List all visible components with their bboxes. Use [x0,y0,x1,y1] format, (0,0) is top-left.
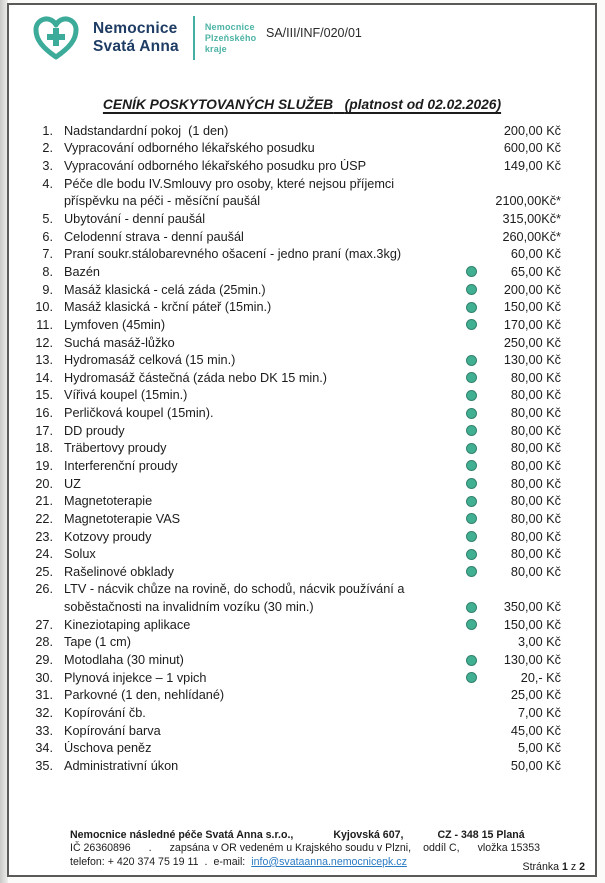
item-label: Solux [64,547,96,562]
item-price: 80,00 Kč [510,388,561,403]
document-page [7,3,597,877]
price-list-row [9,563,595,581]
item-label: Kineziotaping aplikace [64,617,191,632]
price-list-row [9,528,595,546]
teal-dot-marker [461,302,481,313]
teal-dot-marker [461,443,481,454]
item-label: Vířivá koupel (15min.) [64,388,188,403]
item-label: UZ [64,476,81,491]
item-number: 21. [35,494,53,509]
item-label: Interferenční proudy [64,458,178,473]
item-label: Magnetoterapie VAS [64,511,181,526]
item-price: 250,00 Kč [503,335,561,350]
item-price: 130,00 Kč [503,653,561,668]
teal-dot-marker [461,531,481,542]
item-price: 350,00 Kč [503,600,561,615]
dot-icon [466,513,477,524]
footer [70,829,540,869]
item-number: 10. [35,300,53,315]
item-number: 28. [35,635,53,650]
price-list-row [9,722,595,740]
item-price: 170,00 Kč [503,317,561,332]
item-number: 7. [42,247,53,262]
dot-icon [466,602,477,613]
registry-section: oddíl C, [423,842,460,855]
price-list-row [9,510,595,528]
price-list-row [9,334,595,352]
item-number: 34. [35,741,53,756]
dot-icon [466,355,477,366]
price-list-row [9,245,595,263]
item-label: Parkovné (1 den, nehlídané) [64,688,225,703]
item-price: 80,00 Kč [510,564,561,579]
dot-icon [466,408,477,419]
document-number: SA/III/INF/020/01 [266,26,362,40]
price-list-row [9,669,595,687]
item-number: 5. [42,212,53,227]
item-label: Magnetoterapie [64,494,153,509]
item-label: Praní soukr.stálobarevného ošacení - jedno praní (max.3kg) [64,247,402,262]
item-label: Träbertovy proudy [64,441,167,456]
dot-icon [466,425,477,436]
item-label: Rašelinové obklady [64,564,175,579]
price-list-row [9,404,595,422]
item-number: 25. [35,564,53,579]
price-list-row [9,193,595,211]
teal-dot-marker [461,408,481,419]
price-list-row [9,581,595,599]
price-list-row [9,157,595,175]
item-label: soběstačnosti na invalidním vozíku (30 min.) [64,600,314,615]
dot-icon [466,655,477,666]
phone-number: telefon: + 420 374 75 19 11 [70,855,199,868]
item-label: Hydromasáž částečná (záda nebo DK 15 min.) [64,370,328,385]
registry-text: zapsána v OR vedeném u Krajského soudu v Plzni, [169,842,412,855]
dot-icon [466,549,477,560]
footer-contact-line: telefon: + 420 374 75 19 11 . e-mail: info@svataanna.nemocnicepk.cz [70,855,407,868]
email-link[interactable]: info@svataanna.nemocnicepk.cz [251,855,407,868]
price-list-row [9,351,595,369]
dot-icon [466,443,477,454]
logo-wordmark [93,20,179,56]
item-price: 150,00 Kč [503,300,561,315]
item-label: Masáž klasická - celá záda (25min.) [64,282,266,297]
teal-dot-marker [461,672,481,683]
item-price: 200,00 Kč [503,123,561,138]
price-list-row [9,704,595,722]
hospital-logo [31,14,256,62]
dot-icon [466,372,477,383]
dot-icon [466,478,477,489]
price-list-row [9,122,595,140]
item-price: 150,00 Kč [503,617,561,632]
item-number: 18. [35,441,53,456]
item-number: 8. [42,264,53,279]
item-label: Hydromasáž celková (15 min.) [64,353,236,368]
item-price: 20,- Kč [520,670,561,685]
teal-dot-marker [461,496,481,507]
item-number: 23. [35,529,53,544]
item-number: 32. [35,705,53,720]
teal-dot-marker [461,566,481,577]
item-number: 20. [35,476,53,491]
logo-line2: Svatá Anna [93,38,179,55]
email-label: e-mail: [213,855,246,868]
item-price: 80,00 Kč [510,406,561,421]
item-label: Vypracování odborného lékařského posudku pro ÚSP [64,159,367,174]
item-number: 33. [35,723,53,738]
logo-region-text: Nemocnice Plzeňského kraje [204,21,257,54]
item-label: Vypracování odborného lékařského posudku [64,141,315,156]
item-label: LTV - nácvik chůze na rovině, do schodů, nácvik používání a [64,582,405,597]
item-price: 80,00 Kč [510,423,561,438]
dot-icon [466,302,477,313]
price-list-row [9,298,595,316]
price-list-row [9,316,595,334]
company-street: Kyjovská 607, [333,829,404,841]
price-list-row [9,739,595,757]
item-label: Kopírování čb. [64,705,146,720]
price-list-row [9,440,595,458]
teal-dot-marker [461,355,481,366]
item-price: 315,00Kč* [502,212,561,227]
item-label: DD proudy [64,423,125,438]
item-number: 13. [35,353,53,368]
item-number: 11. [36,317,53,332]
item-label: Tape (1 cm) [64,635,131,650]
price-list-row [9,634,595,652]
teal-dot-marker [461,319,481,330]
item-number: 6. [42,229,53,244]
item-number: 31. [35,688,53,703]
price-list-row [9,457,595,475]
teal-dot-marker [461,390,481,401]
item-label: Úschova peněz [64,741,152,756]
item-price: 80,00 Kč [510,370,561,385]
item-number: 16. [35,406,53,421]
item-label: Motodlaha (30 minut) [64,653,184,668]
item-number: 1. [42,123,53,138]
teal-dot-marker [461,513,481,524]
teal-dot-marker [461,478,481,489]
price-list-row [9,545,595,563]
item-price: 60,00 Kč [510,247,561,262]
item-label: Celodenní strava - denní paušál [64,229,244,244]
title-validity: (platnost od 02.02.2026) [344,97,502,112]
item-number: 3. [42,159,53,174]
teal-dot-marker [461,284,481,295]
item-price: 80,00 Kč [510,494,561,509]
item-label: Administrativní úkon [64,758,179,773]
price-list-row [9,387,595,405]
item-number: 14. [35,370,53,385]
title-main: CENÍK POSKYTOVANÝCH SLUŽEB [102,97,334,112]
item-number: 2. [42,141,53,156]
item-label: Perličková koupel (15min). [64,406,214,421]
teal-dot-marker [461,460,481,471]
item-price: 80,00 Kč [510,547,561,562]
item-number: 24. [35,547,53,562]
dot-icon [466,531,477,542]
page-title [9,97,595,112]
price-list-row [9,475,595,493]
item-price: 45,00 Kč [510,723,561,738]
item-number: 15. [35,388,53,403]
item-price: 200,00 Kč [503,282,561,297]
company-name: Nemocnice následné péče Svatá Anna s.r.o., [70,829,294,841]
teal-dot-marker [461,655,481,666]
price-list-row [9,175,595,193]
item-price: 3,00 Kč [517,635,561,650]
page-number: Stránka 1 z 2 [522,861,585,873]
item-price: 149,00 Kč [503,159,561,174]
price-list-row [9,422,595,440]
dot-icon [466,672,477,683]
dot-icon [466,319,477,330]
item-number: 17. [35,423,53,438]
teal-dot-marker [461,619,481,630]
item-label: Lymfoven (45min) [64,317,166,332]
item-price: 80,00 Kč [510,529,561,544]
registry-insert: vložka 15353 [477,842,541,855]
dot-icon [466,390,477,401]
page-total: 2 [579,861,585,873]
item-price: 2100,00Kč* [495,194,561,209]
item-number: 4. [42,176,53,191]
logo-line1: Nemocnice [93,20,178,37]
dot-icon [466,496,477,507]
price-list-row [9,228,595,246]
dot-icon [466,284,477,295]
price-list-row [9,687,595,705]
price-list-row [9,281,595,299]
item-number: 30. [35,670,53,685]
price-list-row [9,598,595,616]
company-city: CZ - 348 15 Planá [437,829,525,841]
item-price: 25,00 Kč [510,688,561,703]
item-label: Ubytování - denní paušál [64,212,206,227]
item-label: Kotzovy proudy [64,529,152,544]
price-list-row [9,263,595,281]
price-list-row [9,140,595,158]
teal-dot-marker [461,602,481,613]
item-number: 9. [42,282,53,297]
footer-company-line [70,829,540,842]
item-label: Kopírování barva [64,723,161,738]
price-list-row [9,651,595,669]
item-price: 260,00Kč* [502,229,561,244]
item-price: 80,00 Kč [510,441,561,456]
item-price: 80,00 Kč [510,458,561,473]
item-number: 19. [35,458,53,473]
item-number: 27. [35,617,53,632]
price-list-row [9,757,595,775]
item-label: Péče dle bodu IV.Smlouvy pro osoby, které nejsou příjemci [64,176,395,191]
item-label: Bazén [64,264,100,279]
dot-icon [466,566,477,577]
item-price: 600,00 Kč [503,141,561,156]
item-number: 35. [35,758,53,773]
item-price: 130,00 Kč [503,353,561,368]
item-number: 22. [35,511,53,526]
item-price: 80,00 Kč [510,476,561,491]
item-number: 29. [35,653,53,668]
logo-divider [193,16,195,60]
item-price: 65,00 Kč [510,264,561,279]
item-label: Suchá masáž-lůžko [64,335,175,350]
company-ic: IČ 26360896 [70,842,131,855]
teal-dot-marker [461,372,481,383]
heart-cross-icon [31,14,81,62]
item-price: 80,00 Kč [510,511,561,526]
item-number: 12. [35,335,53,350]
price-list-row [9,492,595,510]
item-label: Masáž klasická - krční páteř (15min.) [64,300,272,315]
footer-registry-line: IČ 26360896 . zapsána v OR vedeném u Krajského soudu v Plzni, oddíl C, vložka 15353 [70,842,541,855]
item-label: Nadstandardní pokoj (1 den) [64,123,229,138]
item-number: 26. [35,582,53,597]
item-label: Plynová injekce – 1 vpich [64,670,207,685]
price-list [9,122,595,775]
dot-icon [466,619,477,630]
price-list-row [9,616,595,634]
item-price: 7,00 Kč [517,705,561,720]
price-list-row [9,210,595,228]
teal-dot-marker [461,549,481,560]
teal-dot-marker [461,425,481,436]
teal-dot-marker [461,266,481,277]
page-current: 1 [561,861,568,873]
dot-icon [466,460,477,471]
dot-icon [466,266,477,277]
item-label: příspěvku na péči - měsíční paušál [64,194,261,209]
price-list-row [9,369,595,387]
item-price: 50,00 Kč [510,758,561,773]
item-price: 5,00 Kč [517,741,561,756]
